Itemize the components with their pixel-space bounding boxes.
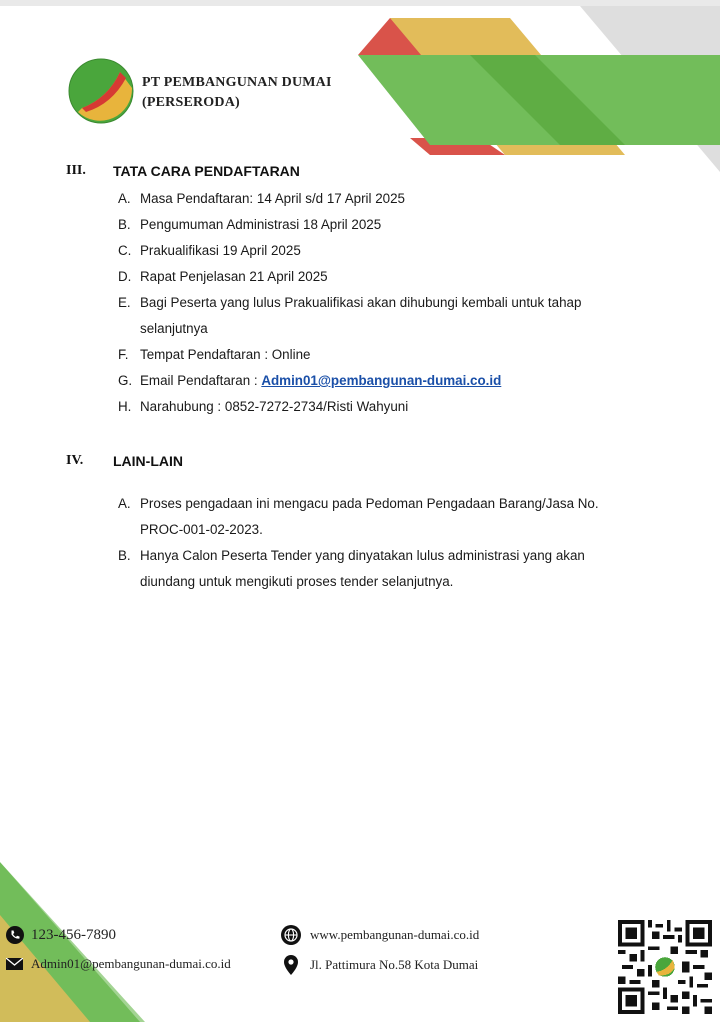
company-logo bbox=[68, 58, 134, 124]
footer-address bbox=[284, 955, 478, 975]
item-text: Email Pendaftaran : bbox=[140, 373, 262, 388]
footer-email bbox=[6, 956, 231, 972]
website-text[interactable]: www.pembangunan-dumai.co.id bbox=[310, 927, 480, 942]
list-item bbox=[118, 238, 638, 264]
item-letter: E. bbox=[118, 295, 131, 310]
item-text: Pengumuman Administrasi 18 April 2025 bbox=[140, 217, 382, 232]
list-item bbox=[118, 290, 612, 342]
item-text: Tempat Pendaftaran : Online bbox=[140, 347, 311, 362]
item-letter: G. bbox=[118, 373, 133, 388]
item-text: Narahubung : 0852-7272-2734/Risti Wahyuni bbox=[140, 399, 409, 414]
email-link[interactable]: Admin01@pembangunan-dumai.co.id bbox=[261, 373, 502, 388]
mail-icon bbox=[6, 958, 23, 970]
list-item bbox=[118, 543, 620, 595]
item-text: Masa Pendaftaran: 14 April s/d 17 April 2025 bbox=[140, 191, 406, 206]
list-item bbox=[118, 342, 638, 368]
section-number: III. bbox=[66, 163, 86, 178]
phone-icon bbox=[6, 926, 24, 944]
item-letter: F. bbox=[118, 347, 129, 362]
item-text: Proses pengadaan ini mengacu pada Pedoman Pengadaan Barang/Jasa No. PROC-001-02-2023. bbox=[140, 496, 599, 537]
list-item bbox=[118, 491, 620, 543]
qr-code bbox=[618, 920, 712, 1014]
item-text: Rapat Penjelasan 21 April 2025 bbox=[140, 269, 328, 284]
item-text: Prakualifikasi 19 April 2025 bbox=[140, 243, 301, 258]
list-item bbox=[118, 368, 638, 394]
footer-website bbox=[281, 925, 479, 945]
location-pin-icon bbox=[284, 955, 298, 975]
item-letter: B. bbox=[118, 548, 131, 563]
company-name-line2: (PERSERODA) bbox=[142, 95, 240, 110]
globe-icon bbox=[281, 925, 301, 945]
section-number: IV. bbox=[66, 453, 84, 468]
item-text: Bagi Peserta yang lulus Prakualifikasi akan dihubungi kembali untuk tahap selanjutnya bbox=[140, 295, 582, 336]
section-title: TATA CARA PENDAFTARAN bbox=[113, 163, 300, 179]
registration-list bbox=[118, 186, 638, 420]
footer-phone bbox=[6, 926, 116, 944]
item-letter: C. bbox=[118, 243, 132, 258]
company-name bbox=[142, 73, 332, 113]
list-item bbox=[118, 264, 638, 290]
address-text: Jl. Pattimura No.58 Kota Dumai bbox=[310, 957, 479, 972]
item-letter: D. bbox=[118, 269, 132, 284]
phone-text: 123-456-7890 bbox=[31, 926, 116, 943]
other-list bbox=[118, 491, 638, 595]
item-letter: A. bbox=[118, 496, 131, 511]
item-letter: H. bbox=[118, 399, 132, 414]
list-item bbox=[118, 212, 638, 238]
list-item bbox=[118, 186, 638, 212]
item-text: Hanya Calon Peserta Tender yang dinyatakan lulus administrasi yang akan diundang untuk mengikuti proses tender selanjutnya. bbox=[140, 548, 585, 589]
item-letter: A. bbox=[118, 191, 131, 206]
item-letter: B. bbox=[118, 217, 131, 232]
list-item bbox=[118, 394, 638, 420]
email-text[interactable]: Admin01@pembangunan-dumai.co.id bbox=[31, 956, 231, 971]
section-title: LAIN-LAIN bbox=[113, 453, 183, 469]
company-name-line1: PT PEMBANGUNAN DUMAI bbox=[142, 75, 332, 90]
